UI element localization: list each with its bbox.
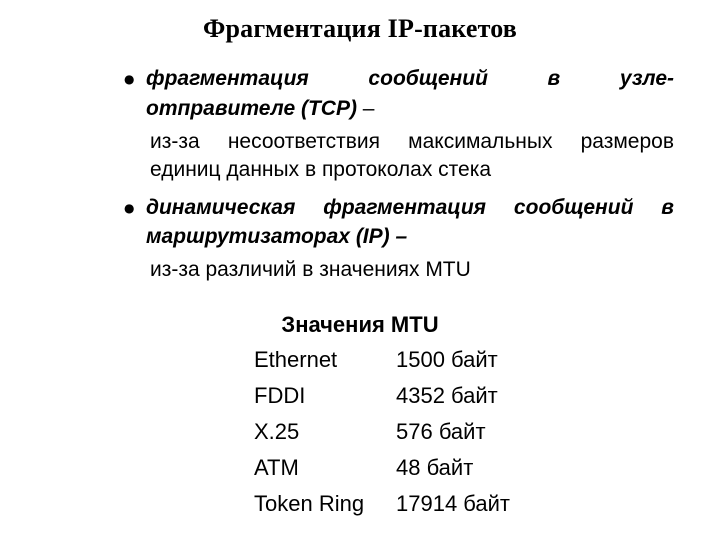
mtu-row-name: Token Ring [254,491,365,516]
mtu-row-value: 4352 байт [396,383,498,408]
mtu-row-name: FDDI [254,383,306,408]
mtu-heading: Значения MTU [281,312,439,337]
bullet-1-detail-1: из-за несоответствия максимальных размеров [150,130,674,153]
mtu-row-value: 17914 байт [396,491,510,516]
bullet-2-detail-1: из-за различий в значениях MTU [150,258,471,281]
mtu-row-value: 576 байт [396,419,486,444]
mtu-row-name: ATM [254,455,299,480]
slide-title: Фрагментация IP-пакетов [202,14,518,43]
mtu-row-value: 48 байт [396,455,474,480]
mtu-row-name: X.25 [254,419,300,444]
bullet-1-line-2 [146,94,374,124]
bullet-2-line-2: маршрутизаторах (IP) – [146,225,408,248]
bullet-1-line-2-text: отправителе (TCP) [146,97,357,120]
bullet-1-line-1: фрагментация сообщений в узле- [146,67,674,90]
bullet-1-dash: – [356,97,375,120]
mtu-row-value: 1500 байт [396,347,498,372]
mtu-row-name: Ethernet [254,347,338,372]
bullet-2-dot: ● [124,201,135,215]
bullet-1-dot: ● [124,72,135,86]
bullet-2-line-1: динамическая фрагментация сообщений в [146,196,674,219]
bullet-1-detail-2: единиц данных в протоколах стека [150,158,492,181]
